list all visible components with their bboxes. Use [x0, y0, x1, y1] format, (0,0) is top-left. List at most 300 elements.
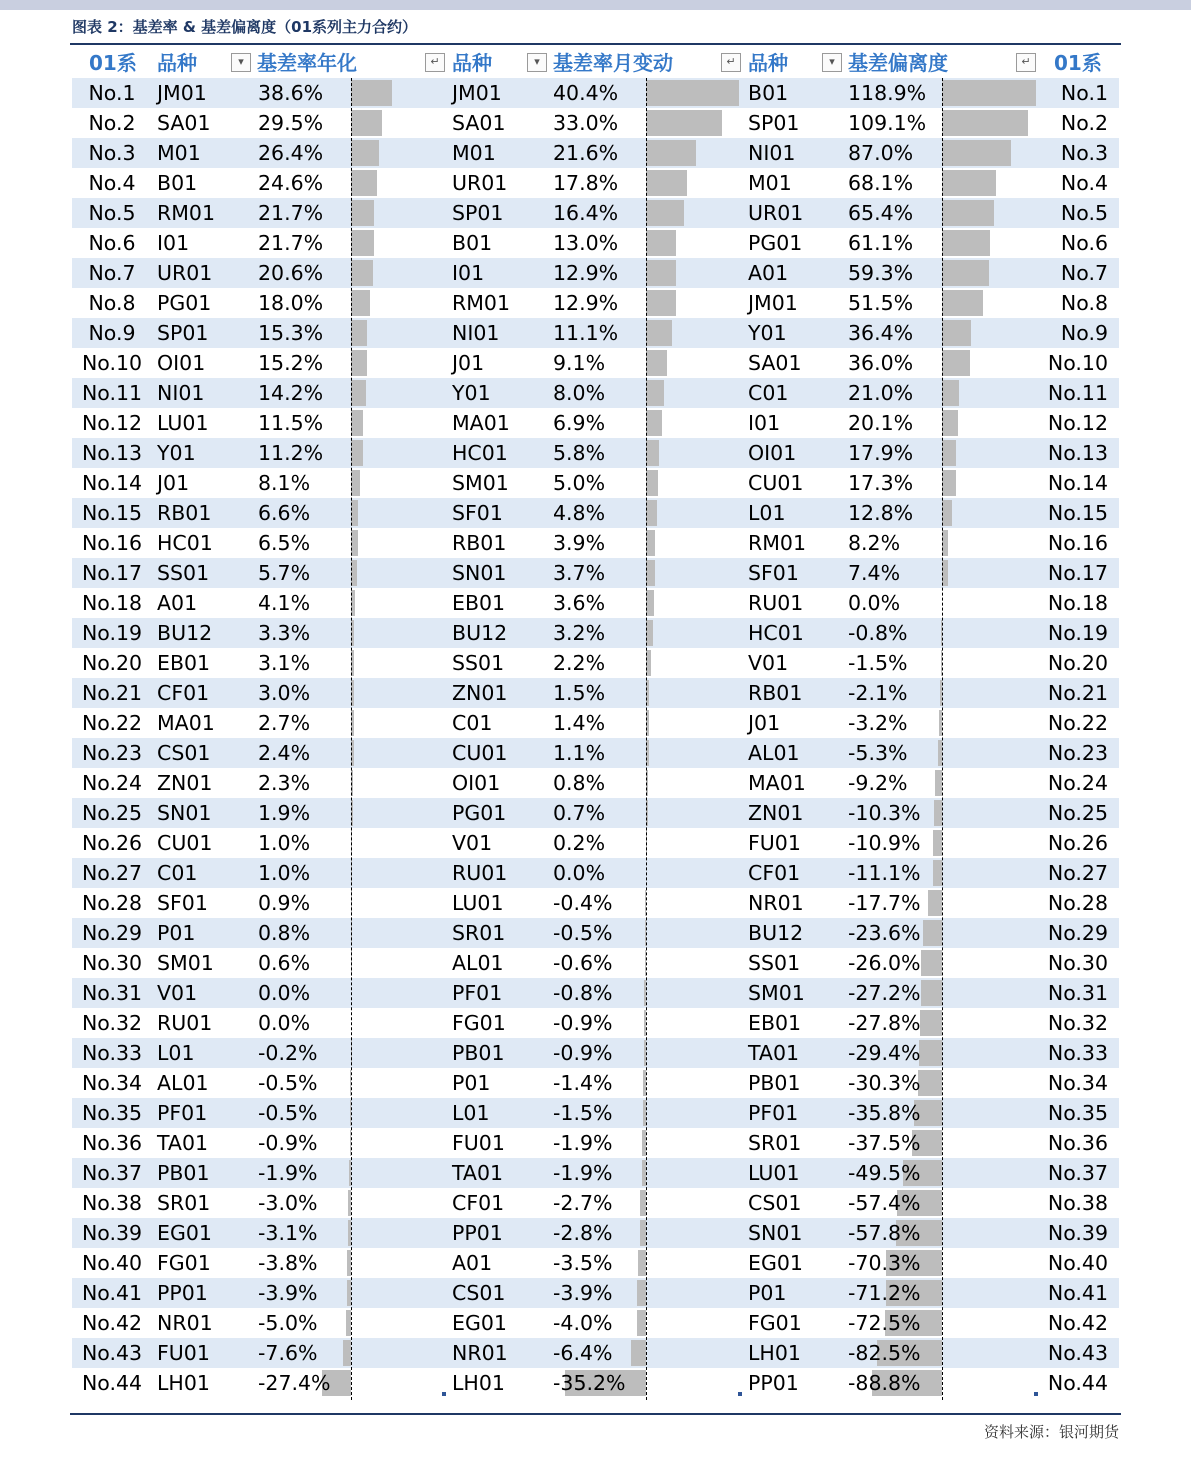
variety-monthly: CS01: [452, 1281, 506, 1305]
data-bar-annualized: [351, 170, 377, 196]
variety-deviation: L01: [748, 501, 786, 525]
variety-deviation: I01: [748, 411, 781, 435]
rank-label-right: No.36: [1047, 1131, 1108, 1155]
value-monthly: 13.0%: [553, 231, 619, 255]
data-bar-monthly: [646, 440, 659, 466]
rank-label-right: No.19: [1047, 621, 1108, 645]
table-row: [72, 1338, 1119, 1368]
variety-deviation: SF01: [748, 561, 799, 585]
value-deviation: -10.3%: [848, 801, 921, 825]
rank-label-right: No.6: [1060, 231, 1108, 255]
header-rank-right[interactable]: 01系: [1054, 51, 1102, 75]
rank-label-left: No.8: [88, 291, 136, 315]
rank-label-right: No.21: [1047, 681, 1108, 705]
data-bar-deviation: [933, 830, 942, 856]
source-note: 资料来源：银河期货: [983, 1423, 1119, 1441]
value-monthly: 3.7%: [553, 561, 606, 585]
data-bar-monthly: [638, 1250, 646, 1276]
variety-annualized: Y01: [157, 441, 196, 465]
variety-annualized: MA01: [157, 711, 215, 735]
value-deviation: -57.4%: [848, 1191, 921, 1215]
value-annualized: 15.3%: [258, 321, 324, 345]
variety-monthly: RU01: [452, 861, 508, 885]
variety-annualized: EB01: [157, 651, 211, 675]
rank-label-left: No.16: [81, 531, 143, 555]
value-monthly: 0.7%: [553, 801, 606, 825]
rank-label-left: No.33: [81, 1041, 143, 1065]
value-deviation: -9.2%: [848, 771, 908, 795]
value-deviation: 17.9%: [848, 441, 914, 465]
zero-axis-annualized: [351, 78, 352, 1400]
variety-monthly: V01: [452, 831, 493, 855]
value-annualized: 21.7%: [258, 231, 324, 255]
value-annualized: -3.8%: [258, 1251, 318, 1275]
value-annualized: -5.0%: [258, 1311, 318, 1335]
rank-label-right: No.33: [1047, 1041, 1108, 1065]
table-row: [72, 588, 1119, 618]
rank-label-left: No.19: [81, 621, 143, 645]
value-deviation: -57.8%: [848, 1221, 921, 1245]
variety-annualized: FU01: [157, 1341, 210, 1365]
data-bar-monthly: [646, 170, 687, 196]
variety-annualized: CF01: [157, 681, 210, 705]
value-monthly: 0.2%: [553, 831, 606, 855]
variety-monthly: SF01: [452, 501, 503, 525]
value-monthly: 12.9%: [553, 291, 619, 315]
variety-monthly: SS01: [452, 651, 505, 675]
variety-monthly: A01: [452, 1251, 493, 1275]
data-bar-deviation: [934, 800, 942, 826]
rank-label-left: No.1: [88, 81, 136, 105]
value-monthly: -0.5%: [553, 921, 613, 945]
value-deviation: 118.9%: [848, 81, 927, 105]
variety-monthly: FG01: [452, 1011, 506, 1035]
value-monthly: 33.0%: [553, 111, 619, 135]
rank-label-left: No.38: [81, 1191, 143, 1215]
data-bar-monthly: [646, 350, 667, 376]
rank-label-left: No.25: [81, 801, 143, 825]
variety-monthly: NR01: [452, 1341, 508, 1365]
variety-deviation: MA01: [748, 771, 806, 795]
table-row: [72, 288, 1119, 318]
table-row: [72, 438, 1119, 468]
value-monthly: 0.8%: [553, 771, 606, 795]
variety-deviation: BU12: [748, 921, 804, 945]
data-bar-deviation: [942, 110, 1028, 136]
value-annualized: 6.5%: [258, 531, 311, 555]
table-row: [72, 888, 1119, 918]
rank-label-right: No.35: [1047, 1101, 1108, 1125]
cell-corner-marker: [442, 1392, 446, 1396]
header-rank-left[interactable]: 01系: [89, 51, 137, 75]
ranking-table: [72, 48, 1119, 1400]
variety-annualized: B01: [157, 171, 198, 195]
value-deviation: 7.4%: [848, 561, 901, 585]
rank-label-right: No.41: [1047, 1281, 1108, 1305]
value-deviation: -11.1%: [848, 861, 921, 885]
value-annualized: 0.8%: [258, 921, 311, 945]
rank-label-right: No.15: [1047, 501, 1108, 525]
rank-label-left: No.7: [88, 261, 136, 285]
value-annualized: 3.0%: [258, 681, 311, 705]
data-bar-deviation: [921, 950, 942, 976]
rank-label-right: No.7: [1060, 261, 1108, 285]
data-bar-annualized: [351, 500, 358, 526]
variety-monthly: RB01: [452, 531, 507, 555]
rank-label-left: No.3: [88, 141, 136, 165]
variety-annualized: UR01: [157, 261, 213, 285]
variety-annualized: RU01: [157, 1011, 213, 1035]
value-deviation: -1.5%: [848, 651, 908, 675]
value-annualized: 2.3%: [258, 771, 311, 795]
value-annualized: -1.9%: [258, 1161, 318, 1185]
rank-label-left: No.22: [81, 711, 143, 735]
variety-annualized: A01: [157, 591, 198, 615]
table-row: [72, 558, 1119, 588]
table-row: [72, 138, 1119, 168]
value-annualized: 5.7%: [258, 561, 311, 585]
variety-monthly: SM01: [452, 471, 509, 495]
table-row: [72, 1098, 1119, 1128]
rank-label-right: No.27: [1047, 861, 1108, 885]
variety-deviation: NR01: [748, 891, 804, 915]
rank-label-left: No.44: [81, 1371, 143, 1395]
variety-monthly: MA01: [452, 411, 510, 435]
variety-annualized: HC01: [157, 531, 213, 555]
variety-deviation: LH01: [748, 1341, 801, 1365]
variety-annualized: FG01: [157, 1251, 211, 1275]
rank-label-right: No.10: [1047, 351, 1108, 375]
rank-label-right: No.11: [1047, 381, 1108, 405]
variety-monthly: NI01: [452, 321, 500, 345]
variety-deviation: OI01: [748, 441, 797, 465]
table-row: [72, 258, 1119, 288]
table-row: [72, 108, 1119, 138]
value-monthly: -0.6%: [553, 951, 613, 975]
table-row: [72, 1368, 1119, 1398]
rank-label-right: No.9: [1060, 321, 1108, 345]
rank-label-right: No.26: [1047, 831, 1108, 855]
variety-deviation: LU01: [748, 1161, 800, 1185]
data-bar-monthly: [646, 140, 696, 166]
rank-label-left: No.5: [88, 201, 136, 225]
table-row: [72, 498, 1119, 528]
table-row: [72, 408, 1119, 438]
rank-label-right: No.32: [1047, 1011, 1108, 1035]
variety-monthly: CU01: [452, 741, 508, 765]
variety-monthly: LH01: [452, 1371, 505, 1395]
data-bar-annualized: [351, 530, 358, 556]
value-deviation: 51.5%: [848, 291, 914, 315]
sort-icon[interactable]: ↵: [1016, 53, 1036, 72]
variety-deviation: SN01: [748, 1221, 803, 1245]
rank-label-left: No.4: [88, 171, 136, 195]
variety-annualized: P01: [157, 921, 196, 945]
table-row: [72, 1248, 1119, 1278]
value-monthly: 1.1%: [553, 741, 606, 765]
variety-deviation: J01: [748, 711, 781, 735]
variety-deviation: P01: [748, 1281, 787, 1305]
value-monthly: -35.2%: [553, 1371, 626, 1395]
zero-axis-monthly: [646, 78, 647, 1400]
variety-monthly: PF01: [452, 981, 503, 1005]
value-deviation: -2.1%: [848, 681, 908, 705]
rank-label-right: No.4: [1060, 171, 1108, 195]
data-bar-monthly: [646, 380, 664, 406]
data-bar-deviation: [933, 860, 942, 886]
rank-label-right: No.17: [1047, 561, 1108, 585]
value-deviation: -71.2%: [848, 1281, 921, 1305]
variety-monthly: I01: [452, 261, 485, 285]
table-row: [72, 738, 1119, 768]
rank-label-left: No.40: [81, 1251, 143, 1275]
rank-label-right: No.38: [1047, 1191, 1108, 1215]
table-row: [72, 198, 1119, 228]
value-deviation: 87.0%: [848, 141, 914, 165]
value-annualized: -0.5%: [258, 1071, 318, 1095]
variety-annualized: NI01: [157, 381, 205, 405]
rank-label-left: No.17: [81, 561, 143, 585]
header-variety-1[interactable]: 品种: [157, 51, 197, 75]
rank-label-left: No.29: [81, 921, 143, 945]
value-deviation: -0.8%: [848, 621, 908, 645]
data-bar-monthly: [646, 320, 672, 346]
table-row: [72, 1068, 1119, 1098]
variety-monthly: SR01: [452, 921, 506, 945]
value-deviation: 36.4%: [848, 321, 914, 345]
table-row: [72, 678, 1119, 708]
value-annualized: 21.7%: [258, 201, 324, 225]
variety-monthly: C01: [452, 711, 493, 735]
variety-deviation: NI01: [748, 141, 796, 165]
table-row: [72, 1128, 1119, 1158]
data-bar-deviation: [942, 350, 970, 376]
value-monthly: 9.1%: [553, 351, 606, 375]
data-bar-annualized: [351, 320, 367, 346]
data-bar-deviation: [942, 500, 952, 526]
variety-deviation: ZN01: [748, 801, 804, 825]
data-bar-annualized: [351, 80, 392, 106]
variety-monthly: EB01: [452, 591, 506, 615]
rank-label-right: No.24: [1047, 771, 1108, 795]
data-bar-annualized: [351, 350, 367, 376]
variety-annualized: OI01: [157, 351, 206, 375]
rank-label-left: No.31: [81, 981, 143, 1005]
rank-label-left: No.41: [81, 1281, 143, 1305]
data-bar-annualized: [343, 1340, 351, 1366]
value-deviation: -3.2%: [848, 711, 908, 735]
variety-monthly: OI01: [452, 771, 501, 795]
variety-monthly: FU01: [452, 1131, 505, 1155]
value-annualized: 0.6%: [258, 951, 311, 975]
variety-annualized: SS01: [157, 561, 210, 585]
data-bar-annualized: [351, 260, 373, 286]
variety-deviation: V01: [748, 651, 789, 675]
variety-monthly: EG01: [452, 1311, 507, 1335]
variety-monthly: LU01: [452, 891, 504, 915]
value-monthly: 8.0%: [553, 381, 606, 405]
rank-label-left: No.9: [88, 321, 136, 345]
title-rule: [70, 43, 1121, 45]
variety-deviation: HC01: [748, 621, 804, 645]
table-row: [72, 798, 1119, 828]
variety-annualized: LH01: [157, 1371, 210, 1395]
variety-deviation: PP01: [748, 1371, 799, 1395]
value-deviation: 12.8%: [848, 501, 914, 525]
rank-label-right: No.5: [1060, 201, 1108, 225]
variety-monthly: PP01: [452, 1221, 503, 1245]
value-deviation: 59.3%: [848, 261, 914, 285]
variety-deviation: SA01: [748, 351, 802, 375]
header-annualized-basis-rate[interactable]: 基差率年化: [257, 51, 357, 75]
cell-corner-marker: [1034, 1392, 1038, 1396]
value-monthly: -0.8%: [553, 981, 613, 1005]
value-annualized: 1.0%: [258, 831, 311, 855]
variety-monthly: PB01: [452, 1041, 505, 1065]
value-annualized: -0.2%: [258, 1041, 318, 1065]
value-annualized: 1.0%: [258, 861, 311, 885]
data-bar-deviation: [942, 440, 956, 466]
variety-deviation: JM01: [748, 291, 798, 315]
cell-corner-marker: [738, 1392, 742, 1396]
variety-monthly: JM01: [452, 81, 502, 105]
variety-annualized: CU01: [157, 831, 213, 855]
table-row: [72, 978, 1119, 1008]
rank-label-left: No.39: [81, 1221, 143, 1245]
data-bar-annualized: [351, 140, 379, 166]
variety-deviation: FG01: [748, 1311, 802, 1335]
rank-label-left: No.32: [81, 1011, 143, 1035]
variety-annualized: RM01: [157, 201, 216, 225]
header-variety-3[interactable]: 品种: [748, 51, 788, 75]
variety-monthly: SP01: [452, 201, 504, 225]
variety-annualized: M01: [157, 141, 201, 165]
sort-icon[interactable]: ↵: [425, 53, 445, 72]
data-bar-deviation: [921, 980, 942, 1006]
variety-annualized: EG01: [157, 1221, 212, 1245]
variety-annualized: CS01: [157, 741, 211, 765]
table-row: [72, 1188, 1119, 1218]
data-bar-deviation: [942, 410, 958, 436]
value-monthly: -3.5%: [553, 1251, 613, 1275]
variety-deviation: SS01: [748, 951, 801, 975]
bottom-rule: [70, 1413, 1121, 1415]
value-annualized: 20.6%: [258, 261, 324, 285]
variety-monthly: P01: [452, 1071, 491, 1095]
value-deviation: 8.2%: [848, 531, 901, 555]
rank-label-right: No.12: [1047, 411, 1108, 435]
value-annualized: 6.6%: [258, 501, 311, 525]
variety-deviation: M01: [748, 171, 792, 195]
variety-deviation: RU01: [748, 591, 804, 615]
value-annualized: 18.0%: [258, 291, 324, 315]
variety-deviation: UR01: [748, 201, 804, 225]
data-bar-monthly: [646, 500, 657, 526]
table-row: [72, 168, 1119, 198]
data-bar-deviation: [942, 380, 959, 406]
rank-label-right: No.34: [1047, 1071, 1108, 1095]
rank-label-right: No.20: [1047, 651, 1108, 675]
variety-annualized: SP01: [157, 321, 209, 345]
value-monthly: 0.0%: [553, 861, 606, 885]
value-monthly: 3.6%: [553, 591, 606, 615]
rank-label-right: No.37: [1047, 1161, 1108, 1185]
value-monthly: 5.8%: [553, 441, 606, 465]
value-deviation: -23.6%: [848, 921, 921, 945]
variety-deviation: EB01: [748, 1011, 802, 1035]
rank-label-right: No.43: [1047, 1341, 1108, 1365]
variety-deviation: EG01: [748, 1251, 803, 1275]
value-annualized: 1.9%: [258, 801, 311, 825]
table-row: [72, 348, 1119, 378]
data-bar-monthly: [646, 470, 658, 496]
value-deviation: 17.3%: [848, 471, 914, 495]
variety-annualized: RB01: [157, 501, 212, 525]
table-row: [72, 648, 1119, 678]
value-deviation: 68.1%: [848, 171, 914, 195]
filter-dropdown-icon[interactable]: ▾: [231, 53, 251, 72]
data-bar-monthly: [646, 230, 676, 256]
variety-deviation: A01: [748, 261, 789, 285]
filter-dropdown-icon[interactable]: ▾: [527, 53, 547, 72]
rank-label-right: No.39: [1047, 1221, 1108, 1245]
rank-label-left: No.42: [81, 1311, 143, 1335]
header-basis-deviation[interactable]: 基差偏离度: [848, 51, 948, 75]
value-deviation: 36.0%: [848, 351, 914, 375]
value-monthly: 16.4%: [553, 201, 619, 225]
sort-icon[interactable]: ↵: [721, 53, 741, 72]
header-variety-2[interactable]: 品种: [452, 51, 492, 75]
value-monthly: 1.5%: [553, 681, 606, 705]
data-bar-annualized: [351, 290, 370, 316]
variety-deviation: PB01: [748, 1071, 801, 1095]
filter-dropdown-icon[interactable]: ▾: [822, 53, 842, 72]
value-annualized: 14.2%: [258, 381, 324, 405]
rank-label-left: No.30: [81, 951, 143, 975]
value-deviation: -27.2%: [848, 981, 921, 1005]
table-row: [72, 378, 1119, 408]
value-deviation: -10.9%: [848, 831, 921, 855]
rank-label-right: No.23: [1047, 741, 1108, 765]
rank-label-right: No.30: [1047, 951, 1108, 975]
value-deviation: -72.5%: [848, 1311, 921, 1335]
value-deviation: -30.3%: [848, 1071, 921, 1095]
rank-label-right: No.40: [1047, 1251, 1108, 1275]
data-bar-annualized: [351, 200, 374, 226]
header-monthly-basis-change[interactable]: 基差率月变动: [553, 51, 673, 75]
variety-annualized: JM01: [157, 81, 207, 105]
value-deviation: -82.5%: [848, 1341, 921, 1365]
value-monthly: -1.9%: [553, 1131, 613, 1155]
chart-title: 图表 2：基差率 & 基差偏离度（01系列主力合约）: [72, 18, 418, 36]
rank-label-left: No.28: [81, 891, 143, 915]
rank-label-right: No.16: [1047, 531, 1108, 555]
variety-annualized: PG01: [157, 291, 212, 315]
data-bar-monthly: [646, 410, 662, 436]
value-monthly: -2.7%: [553, 1191, 613, 1215]
value-monthly: -3.9%: [553, 1281, 613, 1305]
variety-deviation: AL01: [748, 741, 800, 765]
value-deviation: -37.5%: [848, 1131, 921, 1155]
variety-annualized: TA01: [157, 1131, 209, 1155]
table-row: [72, 768, 1119, 798]
rank-label-left: No.36: [81, 1131, 143, 1155]
rank-label-right: No.42: [1047, 1311, 1108, 1335]
rank-label-left: No.15: [81, 501, 143, 525]
rank-label-left: No.24: [81, 771, 143, 795]
value-annualized: -3.1%: [258, 1221, 318, 1245]
value-deviation: -29.4%: [848, 1041, 921, 1065]
